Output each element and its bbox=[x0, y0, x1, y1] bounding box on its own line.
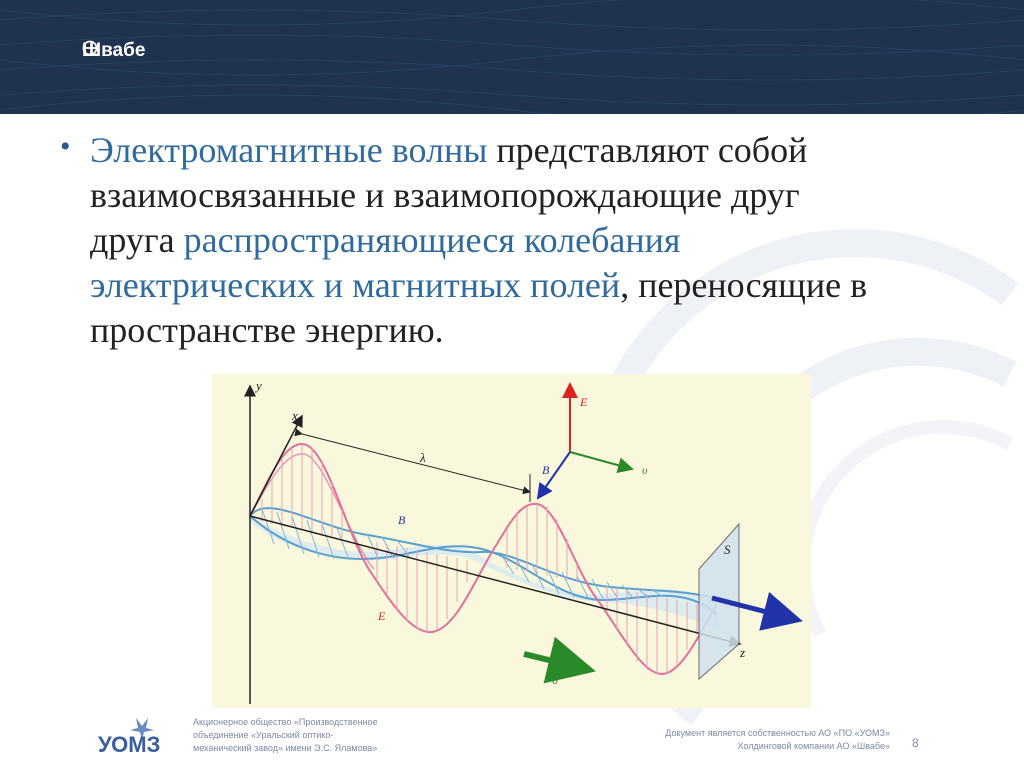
definition-text bbox=[90, 128, 970, 353]
logo-text: УОМЗ bbox=[98, 732, 161, 757]
label-x: x bbox=[292, 408, 298, 423]
ownership-line: Документ является собственностью АО «ПО «УОМЗ» bbox=[665, 728, 890, 738]
label-e-wave: E bbox=[378, 609, 386, 623]
company-line: объединение «Уральский оптико- bbox=[193, 730, 334, 740]
text-segment: пространстве энергию. bbox=[90, 310, 444, 350]
text-segment: друга bbox=[90, 220, 184, 260]
term-oscillations: распространяющиеся колебания bbox=[183, 220, 681, 260]
brand-logo bbox=[82, 40, 145, 62]
x-axis bbox=[250, 416, 302, 516]
term-em-waves: Электромагнитные волны bbox=[90, 130, 488, 170]
label-z: z bbox=[740, 645, 746, 660]
label-e-vector: E bbox=[580, 395, 588, 409]
label-i: I bbox=[767, 590, 772, 605]
uomz-logo bbox=[96, 712, 186, 758]
brand-name: Швабе bbox=[82, 40, 146, 61]
term-fields: электрических и магнитных полей bbox=[90, 265, 621, 305]
text-segment: взаимосвязанные и взаимопорождающие друг bbox=[90, 175, 800, 215]
company-info bbox=[193, 716, 453, 755]
header-bar bbox=[0, 0, 1024, 114]
ownership-line: Холдинговой компании АО «Швабе» bbox=[737, 741, 890, 751]
label-b-vector: B bbox=[542, 463, 550, 477]
em-wave-diagram bbox=[212, 374, 811, 708]
wavelength-marker bbox=[302, 434, 530, 492]
label-v-vector: υ bbox=[642, 463, 648, 477]
company-line: Акционерное общество «Производственное bbox=[193, 717, 378, 727]
text-segment: представляют собой bbox=[487, 130, 808, 170]
em-wave-figure bbox=[212, 374, 811, 708]
v-vector bbox=[570, 452, 632, 469]
label-b-wave: B bbox=[398, 513, 406, 527]
label-s: S bbox=[724, 542, 731, 557]
z-axis bbox=[250, 516, 740, 644]
bullet-icon: • bbox=[60, 130, 71, 163]
brand-mark-icon bbox=[82, 40, 98, 56]
page-number: 8 bbox=[912, 736, 919, 750]
header-pattern bbox=[0, 0, 1024, 114]
label-y: y bbox=[256, 378, 262, 393]
label-v-bottom: υ bbox=[552, 672, 558, 687]
company-line: механический завод» имени Э.С. Яламова» bbox=[193, 743, 378, 753]
ownership-note bbox=[600, 727, 890, 753]
label-lambda: λ bbox=[420, 450, 426, 465]
text-segment: , переносящие в bbox=[620, 265, 868, 305]
velocity-arrow bbox=[524, 654, 590, 670]
